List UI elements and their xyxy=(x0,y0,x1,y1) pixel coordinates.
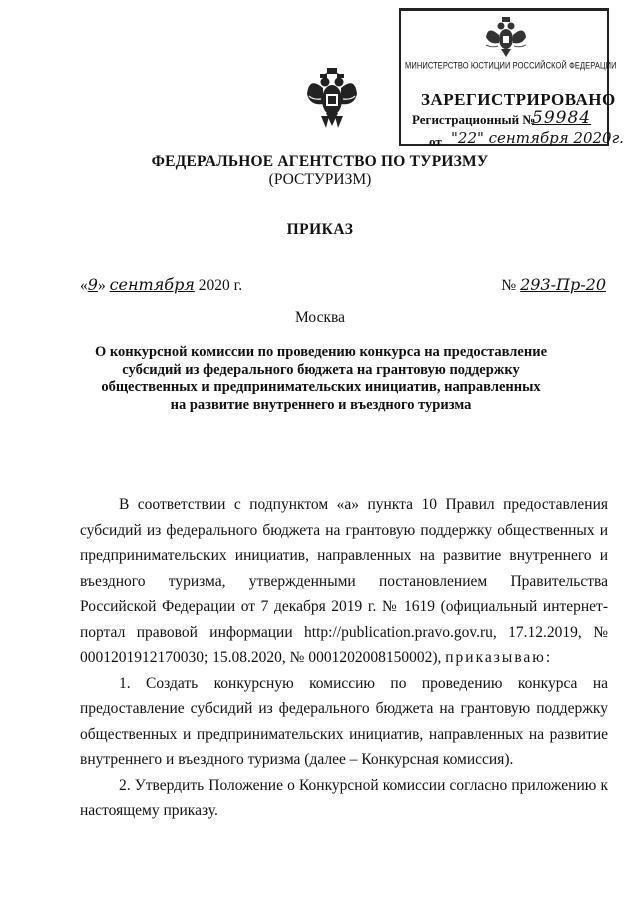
stamp-date-label: от xyxy=(429,134,442,149)
order-title: О конкурсной комиссии по проведению конкурса на предоставление субсидий из федерального бюджета на грантовую поддержку общественных и предпринимательских инициатив, направленных на развитие внутреннего и въездного туризма xyxy=(94,344,548,413)
document-type: ПРИКАЗ xyxy=(286,221,354,238)
stamp-reg-date: "22" сентября 2020г. xyxy=(451,129,624,147)
order-year: 2020 г. xyxy=(194,277,243,294)
order-directive: приказываю: xyxy=(445,649,553,666)
agency-name: ФЕДЕРАЛЬНОЕ АГЕНТСТВО ПО ТУРИЗМУ xyxy=(151,153,489,170)
order-number-value: 293-Пр-20 xyxy=(520,275,606,294)
order-date: «9» сентября 2020 г. xyxy=(80,275,243,294)
stamp-reg-label: Регистрационный № xyxy=(412,112,536,127)
registration-stamp xyxy=(399,8,624,149)
order-month: сентября xyxy=(109,275,195,294)
stamp-reg-number: 59984 xyxy=(532,108,592,128)
stamp-status: ЗАРЕГИСТРИРОВАНО xyxy=(421,90,616,109)
paragraph-preamble: В соответствии с подпунктом «а» пункта 10 Правил предоставления субсидий из федерального бюджета на грантовую поддержку общественных и предпринимательских инициатив, направленных на развитие внутреннего и въездного туризма, утвержденными постановлением Правительства Российской Федерации от 7 декабря 2019 г. № 1619 (официальный интернет-портал правовой информации http://publication.pravo.gov.ru, 17.12.2019, № 0001201912170030; 15.08.2020, № 0001202008150002), приказываю: xyxy=(80,496,608,666)
coat-of-arms-icon xyxy=(307,66,357,132)
order-body xyxy=(80,492,608,824)
order-day: 9 xyxy=(87,275,98,294)
stamp-emblem-icon xyxy=(484,15,528,59)
city: Москва xyxy=(295,309,345,326)
stamp-ministry: МИНИСТЕРСТВО ЮСТИЦИИ РОССИЙСКОЙ ФЕДЕРАЦИИ xyxy=(405,60,617,71)
agency-short-name: (РОСТУРИЗМ) xyxy=(268,171,372,188)
paragraph-item-1: 1. Создать конкурсную комиссию по проведению конкурса на предоставление субсидий из федерального бюджета на грантовую поддержку общественных и предпринимательских инициатив, направленных на развитие внутреннего и въездного туризма (далее – Конкурсная комиссия). xyxy=(80,674,608,768)
order-number: № 293-Пр-20 xyxy=(501,275,606,294)
paragraph-item-2: 2. Утвердить Положение о Конкурсной комиссии согласно приложению к настоящему приказу. xyxy=(80,776,608,819)
